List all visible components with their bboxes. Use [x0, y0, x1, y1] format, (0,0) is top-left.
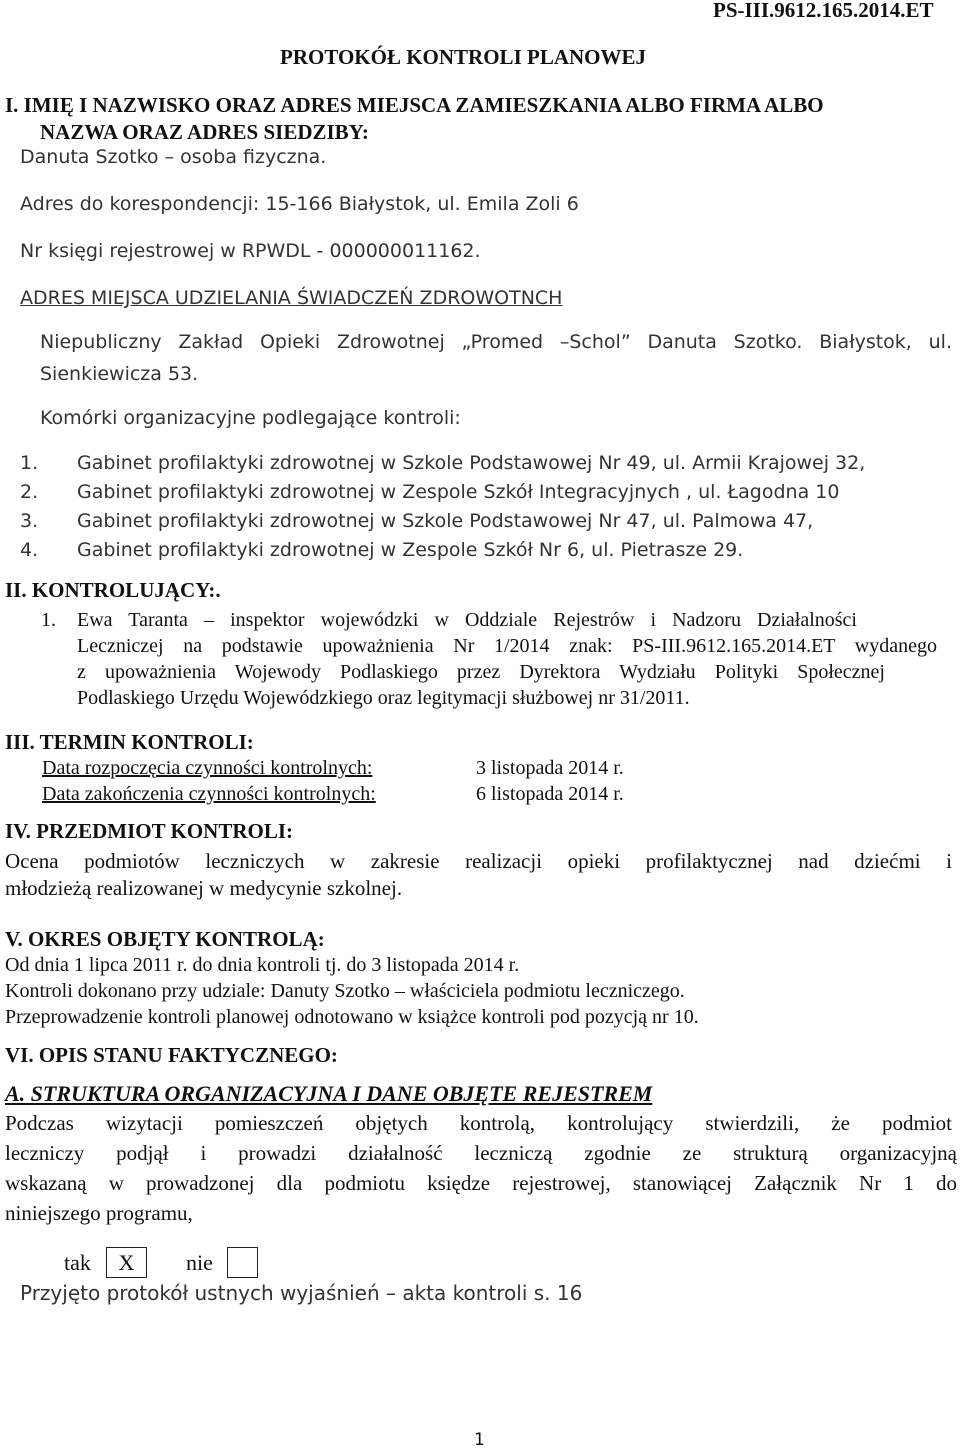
inspector-line3: z upoważnienia Wojewody Podlaskiego przez Dyrektora Wydziału Polityki Społecznej: [77, 661, 885, 683]
unit-text: Gabinet profilaktyki zdrowotnej w Zespole Szkół Nr 6, ul. Pietrasze 29.: [77, 539, 744, 561]
yes-label: tak: [64, 1250, 91, 1275]
findings-line3: wskazaną w prowadzonej dla podmiotu księdze rejestrowej, stanowiącej Załącznik Nr 1 do: [5, 1171, 957, 1195]
findings-line2: leczniczy podjął i prowadzi działalność leczniczą zgodnie ze strukturą organizacyjną: [5, 1141, 957, 1165]
place-heading: ADRES MIEJSCA UDZIELANIA ŚWIADCZEŃ ZDROWOTNCH: [20, 287, 563, 309]
units-heading: Komórki organizacyjne podlegające kontroli:: [40, 407, 461, 429]
yes-checkbox[interactable]: X: [106, 1247, 147, 1278]
subject-line1: Ocena podmiotów leczniczych w zakresie realizacji opieki profilaktycznej nad dziećmi i: [5, 849, 952, 873]
document-title: PROTOKÓŁ KONTROLI PLANOWEJ: [280, 45, 646, 69]
no-checkbox[interactable]: [227, 1247, 258, 1278]
unit-number: 3.: [20, 510, 39, 532]
facility-line1: Niepubliczny Zakład Opieki Zdrowotnej „Promed –Schol” Danuta Szotko. Białystok, ul.: [40, 331, 952, 353]
section1-heading-line1: I. IMIĘ I NAZWISKO ORAZ ADRES MIEJSCA ZAMIESZKANIA ALBO FIRMA ALBO: [5, 93, 824, 117]
control-book-line: Przeprowadzenie kontroli planowej odnotowano w książce kontroli pod pozycją nr 10.: [5, 1006, 699, 1028]
unit-number: 4.: [20, 539, 39, 561]
section2-heading: II. KONTROLUJĄCY:.: [5, 578, 221, 602]
period-line: Od dnia 1 lipca 2011 r. do dnia kontroli tj. do 3 listopada 2014 r.: [5, 954, 520, 976]
section4-heading: IV. PRZEDMIOT KONTROLI:: [5, 819, 294, 843]
findings-line1: Podczas wizytacji pomieszczeń objętych kontrolą, kontrolujący stwierdzili, że podmiot: [5, 1111, 952, 1135]
start-date-value: 3 listopada 2014 r.: [476, 757, 624, 779]
person-name: Danuta Szotko – osoba fizyczna.: [20, 146, 327, 168]
start-date-label: Data rozpoczęcia czynności kontrolnych:: [42, 757, 373, 779]
unit-text: Gabinet profilaktyki zdrowotnej w Szkole Podstawowej Nr 49, ul. Armii Krajowej 32,: [77, 452, 866, 474]
inspector-item-number: 1.: [41, 609, 56, 631]
no-label: nie: [186, 1250, 213, 1275]
unit-number: 1.: [20, 452, 39, 474]
inspector-line4: Podlaskiego Urzędu Wojewódzkiego oraz legitymacji służbowej nr 31/2011.: [77, 687, 690, 709]
inspector-line1: Ewa Taranta – inspektor wojewódzki w Oddziale Rejestrów i Nadzoru Działalności: [77, 609, 857, 631]
facility-line2: Sienkiewicza 53.: [40, 363, 199, 385]
unit-text: Gabinet profilaktyki zdrowotnej w Zespole Szkół Integracyjnych , ul. Łagodna 10: [77, 481, 840, 503]
findings-line4: niniejszego programu,: [5, 1201, 193, 1225]
document-reference: PS-III.9612.165.2014.ET: [713, 0, 934, 22]
unit-text: Gabinet profilaktyki zdrowotnej w Szkole Podstawowej Nr 47, ul. Palmowa 47,: [77, 510, 814, 532]
end-date-label: Data zakończenia czynności kontrolnych:: [42, 783, 376, 805]
end-date-value: 6 listopada 2014 r.: [476, 783, 624, 805]
section6-heading: VI. OPIS STANU FAKTYCZNEGO:: [5, 1043, 338, 1067]
inspector-line2: Leczniczej na podstawie upoważnienia Nr 1/2014 znak: PS-III.9612.165.2014.ET wydanego: [77, 635, 937, 657]
section1-heading-line2: NAZWA ORAZ ADRES SIEDZIBY:: [40, 120, 369, 144]
section3-heading: III. TERMIN KONTROLI:: [5, 730, 254, 754]
register-number: Nr księgi rejestrowej w RPWDL - 000000011162.: [20, 240, 481, 262]
participation-line: Kontroli dokonano przy udziale: Danuty Szotko – właściciela podmiotu leczniczego.: [5, 980, 685, 1002]
accepted-line: Przyjęto protokół ustnych wyjaśnień – akta kontroli s. 16: [20, 1281, 583, 1305]
subject-line2: młodzieżą realizowanej w medycynie szkolnej.: [5, 876, 403, 900]
correspondence-address: Adres do korespondencji: 15-166 Białystok, ul. Emila Zoli 6: [20, 193, 579, 215]
unit-number: 2.: [20, 481, 39, 503]
page-number: 1: [474, 1430, 485, 1450]
section6-subheading: A. STRUKTURA ORGANIZACYJNA I DANE OBJĘTE REJESTREM: [5, 1081, 653, 1106]
section5-heading: V. OKRES OBJĘTY KONTROLĄ:: [5, 927, 325, 951]
